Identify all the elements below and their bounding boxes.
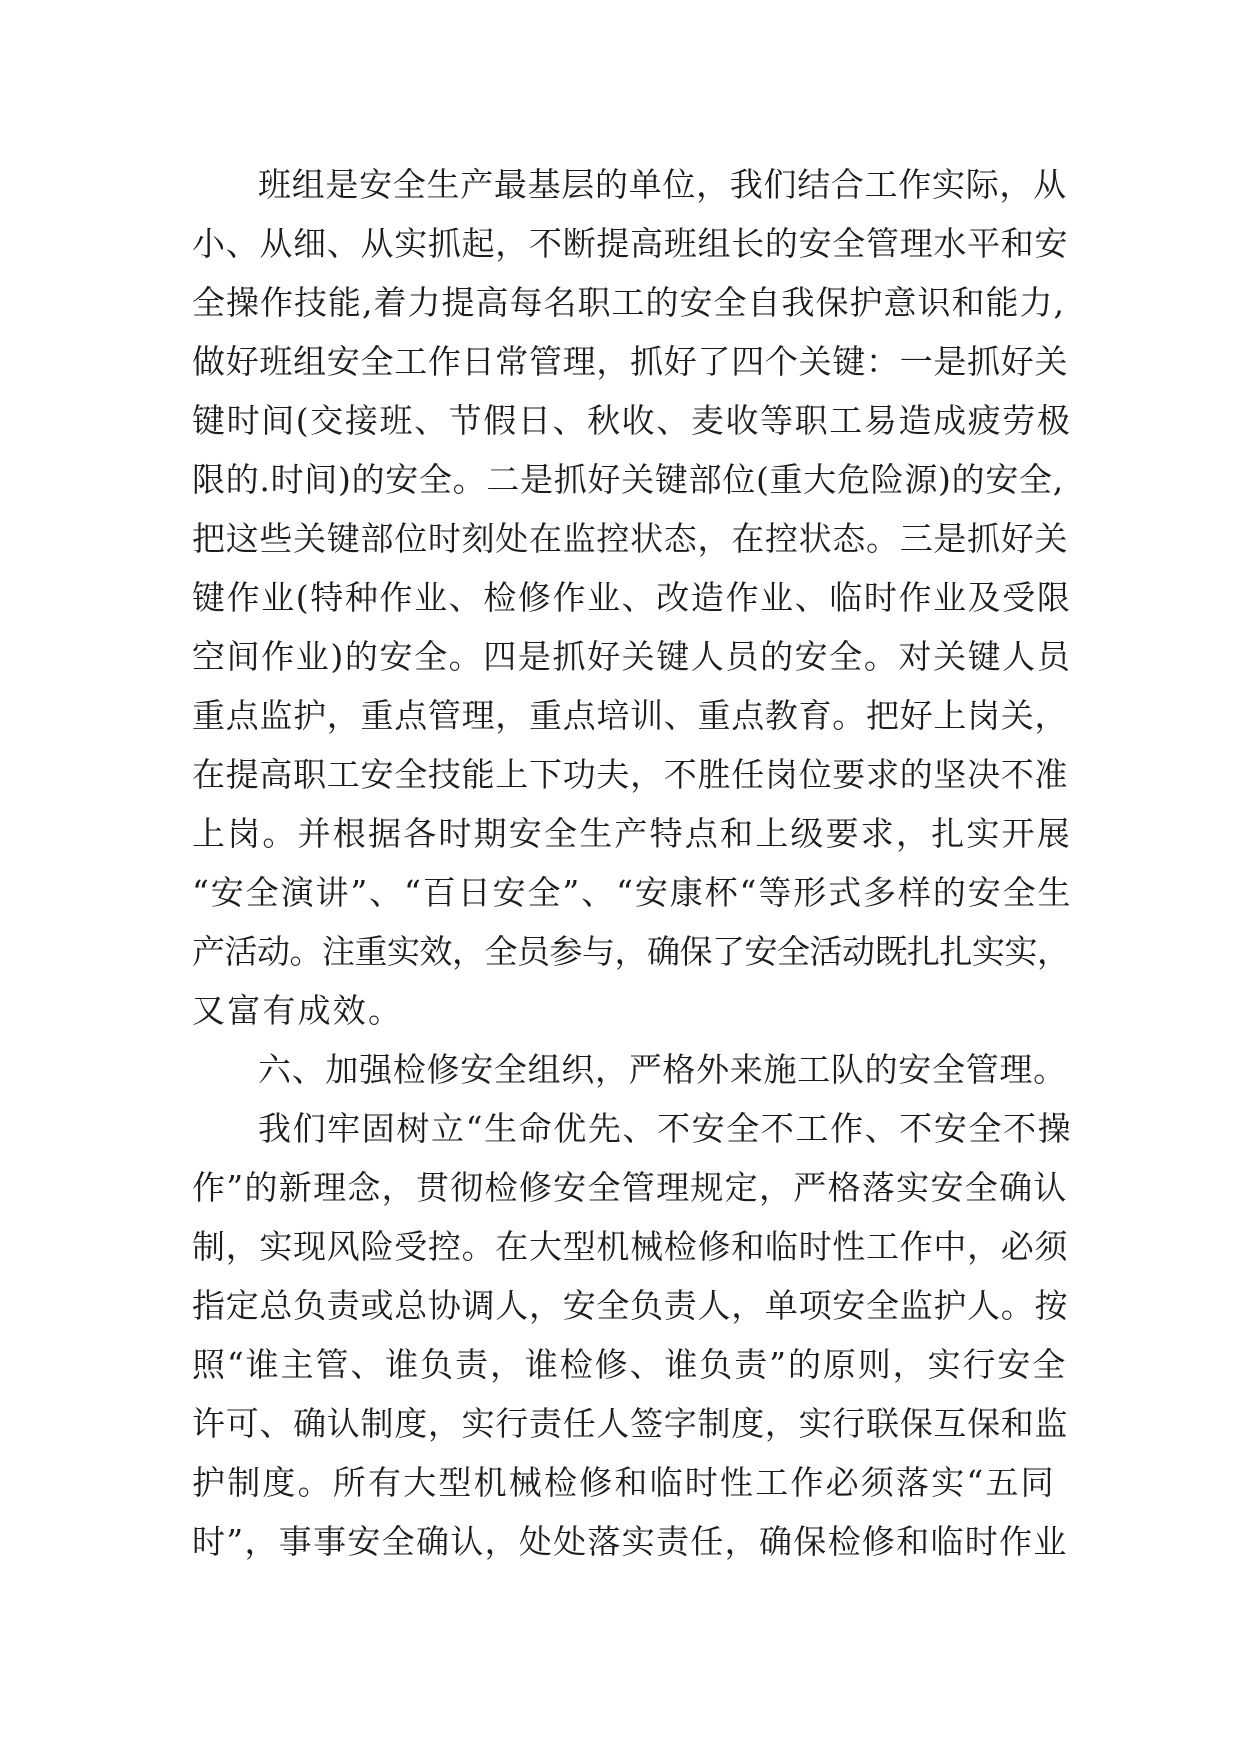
text-line: 小、从细、从实抓起，不断提高班组长的安全管理水平和安 (192, 224, 1069, 263)
text-line: 把这些关键部位时刻处在监控状态，在控状态。三是抓好关 (192, 519, 1069, 558)
text-line: 指定总负责或总协调人，安全负责人，单项安全监护人。按 (192, 1286, 1069, 1325)
text-line: 做好班组安全工作日常管理，抓好了四个关键：一是抓好关 (192, 342, 1069, 381)
text-line: 重点监护，重点管理，重点培训、重点教育。把好上岗关， (192, 696, 1069, 735)
text-line: 护制度。所有大型机械检修和临时性工作必须落实“五同 (192, 1463, 1056, 1502)
text-line: 限的.时间)的安全。二是抓好关键部位(重大危险源)的安全, (192, 460, 1064, 499)
text-line: 键时间(交接班、节假日、秋收、麦收等职工易造成疲劳极 (192, 401, 1072, 440)
text-line: 上岗。并根据各时期安全生产特点和上级要求，扎实开展 (192, 814, 1072, 853)
text-line: 照“谁主管、谁负责，谁检修、谁负责”的原则，实行安全 (192, 1345, 1068, 1384)
text-line: 作”的新理念，贯彻检修安全管理规定，严格落实安全确认 (192, 1168, 1068, 1207)
text-line: 空间作业)的安全。四是抓好关键人员的安全。对关键人员 (192, 637, 1072, 676)
text-line: 时”，事事安全确认，处处落实责任，确保检修和临时作业 (192, 1522, 1068, 1561)
text-line: “安全演讲”、“百日安全”、“安康杯“等形式多样的安全生 (192, 873, 1073, 912)
text-line: 键作业(特种作业、检修作业、改造作业、临时作业及受限 (192, 578, 1072, 617)
text-line: 产活动。注重实效，全员参与，确保了安全活动既扎扎实实， (192, 932, 1070, 971)
text-line: 班组是安全生产最基层的单位，我们结合工作实际，从 (258, 165, 1067, 204)
text-line: 在提高职工安全技能上下功夫，不胜任岗位要求的坚决不准 (192, 755, 1069, 794)
text-line: 许可、确认制度，实行责任人签字制度，实行联保互保和监 (192, 1404, 1069, 1443)
text-line: 又富有成效。 (192, 991, 404, 1030)
text-line: 六、加强检修安全组织，严格外来施工队的安全管理。 (258, 1050, 1067, 1089)
document-body (192, 155, 1072, 1571)
text-line: 制，实现风险受控。在大型机械检修和临时性工作中，必须 (192, 1227, 1069, 1266)
text-line: 全操作技能,着力提高每名职工的安全自我保护意识和能力, (192, 283, 1065, 322)
text-line: 我们牢固树立“生命优先、不安全不工作、不安全不操 (258, 1109, 1073, 1148)
